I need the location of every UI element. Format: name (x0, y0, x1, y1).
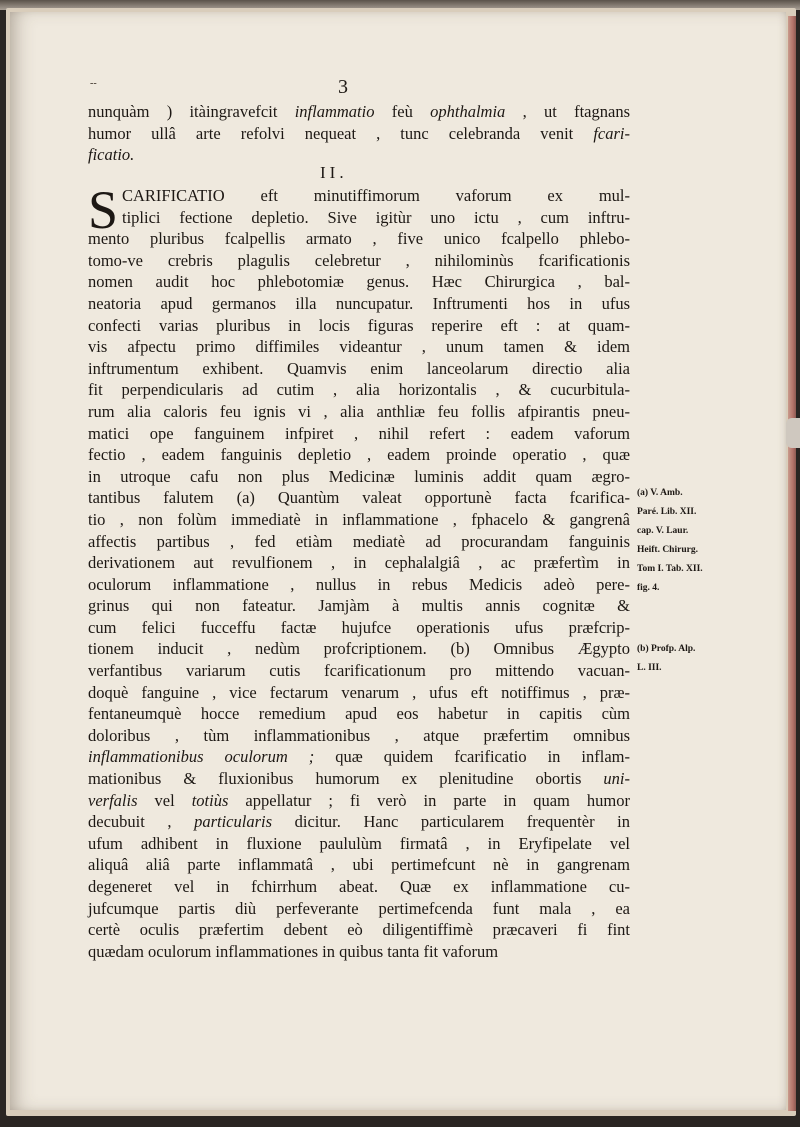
text-run: cum felici fucceffu factæ hujufce operationis ufus præfcrip- (88, 617, 630, 637)
text-line (88, 401, 630, 423)
page-tab-marker (786, 418, 800, 448)
text-line (88, 898, 630, 920)
marginal-note-line: L. III. (637, 663, 662, 673)
text-line (88, 358, 630, 380)
red-page-edge (788, 16, 796, 1111)
text-run: grinus qui non fateatur. Jamjàm à multis annis cognitæ & (88, 596, 630, 616)
text-run: decubuit , (88, 812, 195, 832)
text-line (88, 444, 630, 466)
text-line (88, 876, 630, 898)
text-line (88, 638, 630, 660)
page-number: 3 (338, 76, 348, 98)
marginal-note-line: Paré. Lib. XII. (637, 507, 697, 517)
marginal-note-line: Heift. Chirurg. (637, 545, 698, 555)
text-line (88, 228, 630, 250)
text-line (88, 941, 630, 963)
text-run: affectis partibus , fed etiàm mediatè ad procurandam fanguinis (88, 531, 630, 551)
text-line (88, 250, 630, 272)
text-run: doloribus , tùm inflammationibus , atque præfertim omnibus (88, 725, 630, 745)
text-line (88, 185, 630, 207)
text-line (88, 123, 630, 145)
text-line (88, 790, 630, 812)
text-line (88, 466, 630, 488)
text-run: in utroque cafu non plus Medicinæ luminis addit quam ægro- (88, 466, 630, 486)
text-run: tiplici fectione depletio. Sive igitùr uno ictu , cum inftru- (122, 207, 630, 227)
text-line (88, 293, 630, 315)
italic-text: totiùs (191, 790, 229, 810)
marginal-note-b (637, 640, 717, 678)
text-run: tionem inducit , nedùm profcriptionem. (b) Omnibus Ægypto (88, 639, 630, 659)
text-line (88, 379, 630, 401)
text-run: certè oculis præfertim debent eò diligentiffimè præcaveri fi fint (88, 920, 630, 940)
text-run: aliquâ aliâ parte inflammatâ , ubi pertimefcunt nè in gangrenam (88, 855, 630, 875)
text-run: tio , non folùm immediatè in inflammatione , fphacelo & gangrenâ (88, 509, 630, 529)
italic-text: fcari- (593, 123, 630, 143)
text-run: verfantibus variarum cutis fcarificationum pro mittendo vacuan- (88, 661, 630, 681)
text-run: ufum adhibent in fluxione paululùm firmatâ , in Eryfipelate vel (88, 833, 630, 853)
text-line (88, 660, 630, 682)
text-line (88, 725, 630, 747)
text-line (88, 101, 630, 123)
text-run: confecti varias pluribus in locis figuras reperire eft : at quam- (88, 315, 630, 335)
italic-text: particularis (194, 812, 273, 832)
text-line (88, 574, 630, 596)
text-run: rum alia caloris feu ignis vi , alia anthliæ feu follis afpirantis pneu- (88, 401, 630, 421)
text-line (88, 746, 630, 768)
marginal-note-line: (b) Profp. Alp. (637, 644, 696, 654)
italic-text: ophthalmia (430, 102, 506, 121)
text-line (88, 682, 630, 704)
section-number: II. (320, 163, 348, 182)
text-line (88, 919, 630, 941)
text-run: vis afpectu primo diffimiles videantur , unum tamen & idem (88, 337, 630, 357)
text-line (88, 423, 630, 445)
text-line (88, 854, 630, 876)
text-run: , ut ftagnans (505, 102, 631, 121)
italic-text: verfalis (88, 790, 138, 810)
text-run: dicitur. Hanc particularem frequentèr in (272, 812, 630, 832)
text-run: tomo-ve crebris plagulis celebretur , nihilominùs fcarificationis (88, 250, 630, 270)
text-line (88, 487, 630, 509)
marginal-note-line: cap. V. Laur. (637, 526, 689, 536)
text-line (88, 811, 630, 833)
italic-text: inflammationibus oculorum ; (88, 747, 315, 767)
text-line (88, 768, 630, 790)
text-run: fentaneumquè hocce remedium apud eos habetur in capitis cùm (88, 704, 630, 724)
text-run: mationibus & fluxionibus humorum ex plenitudine obortis (88, 769, 604, 789)
main-paragraph (88, 180, 631, 962)
text-run: humor ullâ arte refolvi nequeat , tunc celebranda venit (88, 123, 594, 143)
text-line (88, 336, 630, 358)
italic-text: uni- (603, 769, 630, 789)
text-line (88, 595, 630, 617)
text-run: quæ quidem fcarificatio in inflam- (314, 747, 631, 767)
text-line (88, 552, 630, 574)
text-line (88, 833, 630, 855)
text-line (88, 531, 630, 553)
text-run: nunquàm ) itàingravefcit (88, 102, 295, 121)
text-run: quædam oculorum inflammationes in quibus tanta fit vaforum (88, 941, 499, 961)
corner-mark: -- (90, 78, 97, 89)
italic-text: inflammatio (294, 102, 375, 121)
text-run: jufcumque partis diù perfeverante pertimefcenda funt mala , ea (88, 898, 630, 918)
text-run: appellatur ; fi verò in parte in quam humor (228, 790, 630, 810)
marginal-note-a (637, 484, 717, 598)
text-run: fit perpendicularis ad cutim , alia horizontalis , & cucurbitula- (88, 380, 630, 400)
text-line (88, 703, 630, 725)
text-run: nomen audit hoc phlebotomiæ genus. Hæc Chirurgica , bal- (88, 272, 630, 292)
text-run: degeneret vel in fchirrhum abeat. Quæ ex inflammatione cu- (88, 877, 630, 896)
text-run: doquè fanguine , vice fectarum venarum , ufus eft notiffimus , præ- (88, 682, 630, 702)
text-run: tantibus falutem (a) Quantùm valeat opportunè facta fcarifica- (88, 488, 630, 508)
text-run: inftrumentum exhibent. Quamvis enim lanceolarum directio alia (88, 358, 630, 378)
marginal-note-line: (a) V. Amb. (637, 488, 683, 498)
text-run: vel (137, 790, 192, 810)
text-run: derivationem aut revulfionem , in cephalalgiâ , ac præfertìm in (88, 553, 630, 573)
text-line (88, 509, 630, 531)
text-run: CARIFICATIO eft minutiffimorum vaforum ex mul- (122, 186, 630, 205)
italic-text: ficatio. (88, 145, 135, 165)
text-line (88, 315, 630, 337)
text-run: mento pluribus fcalpellis armato , five unico fcalpello phlebo- (88, 229, 630, 249)
drop-capital: S (88, 180, 119, 240)
text-line (88, 617, 630, 639)
text-line (88, 271, 630, 293)
text-run: matici ope fanguinem infpiret , nihil refert : eadem vaforum (88, 423, 630, 443)
text-run: oculorum inflammatione , nullus in rebus Medicis adeò pere- (88, 574, 630, 594)
marginal-note-line: fig. 4. (637, 583, 660, 593)
intro-paragraph (88, 101, 630, 166)
text-line (88, 207, 630, 229)
text-run: fectio , eadem fanguinis depletio , eadem proinde operatio , quæ (88, 445, 630, 465)
text-run: neatoria apud germanos illa nuncupatur. Inftrumenti hos in ufus (88, 293, 630, 313)
text-run: feù (374, 102, 431, 121)
marginal-note-line: Tom I. Tab. XII. (637, 564, 703, 574)
